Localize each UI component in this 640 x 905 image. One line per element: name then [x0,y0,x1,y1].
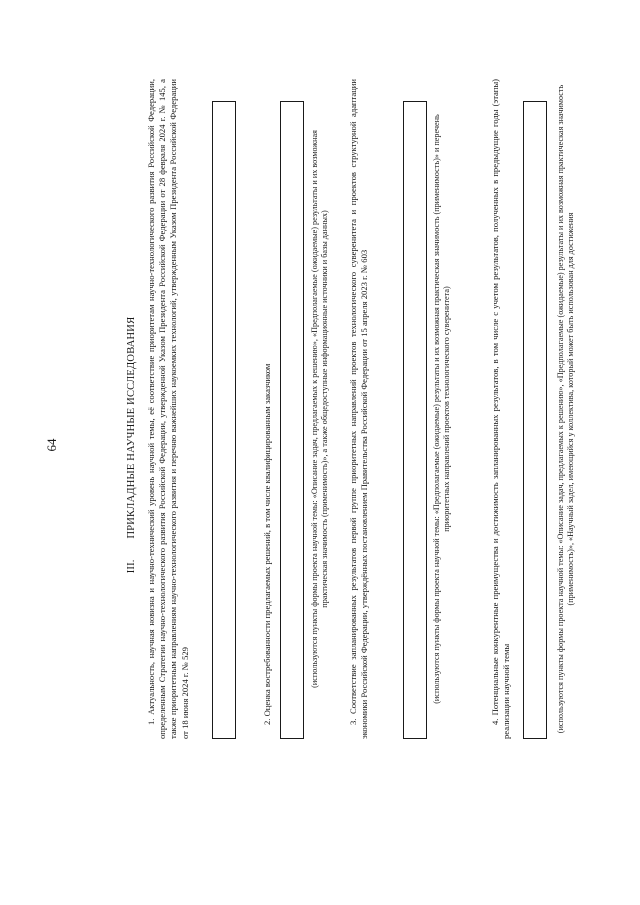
item-1-text: 1. Актуальность, научная новизна и научно-технический уровень научной темы, её соответствие приоритетам научно-технологического развития Российской Федерации, определенным Стратегии научно-технологического развития Российской Федерации, утвержденной Указом Президента Российской Федерации от 28 февраля 2024 г. № 145, а также приоритетным направлениям научно-технологического развития и перечню важнейших наукоемких технологий, утвержденным Указом Президента Российской Федерации от 18 июня 2024 г. № 529 [146,79,190,739]
item-1-answer-box[interactable] [212,101,236,739]
item-2-text: 2. Оценка востребованности предлагаемых решений, в том числе квалифицированным заказчиком [262,363,272,725]
section-number: III. [126,559,137,574]
section-heading [126,165,137,725]
item-2-note: (используются пункты формы проекта научной темы: «Описание задач, предлагаемых к решению», «Предполагаемые (ожидаемые) результаты и их возможная практическая значимость (применимость)», а также общедоступные информационные источники и базы данных) [310,130,330,688]
page-number: 64 [44,438,59,452]
item-3-text: 3. Соответствие запланированных результатов первой группе приоритетных направлений проектов технологического суверенитета и проектов структурной адаптации экономики Российской Федерации, утверждённых постановлением Правительства Российской Федерации от 15 апреля 2023 г. № 603 [348,79,370,739]
item-4-answer-box[interactable] [523,101,547,739]
item-3-note: (используются пункты формы проекта научной темы: «Предполагаемые (ожидаемые) результаты и их возможная практическая значимость (применимость)» и перечень приоритетных направлений проектов технологического суверенитета) [432,114,452,704]
item-4-text: 4. Потенциальные конкурентные преимущества и достижимость запланированных результатов, в том числе с учетом результатов, полученных в предыдущие годы (этапы) реализации научной темы [490,79,512,739]
item-4-note: (используются пункты формы проекта научной темы: «Описание задач, предлагаемых к решению», «Предполагаемые (ожидаемые) результаты и их возможная практическая значимость (применимость)», «Научный задел, имеющийся у коллектива, который может быть использован для достижения [556,84,576,734]
item-2-answer-box[interactable] [280,101,304,739]
section-title: ПРИКЛАДНЫЕ НАУЧНЫЕ ИССЛЕДОВАНИЯ [126,316,137,539]
item-3-answer-box[interactable] [403,101,427,739]
